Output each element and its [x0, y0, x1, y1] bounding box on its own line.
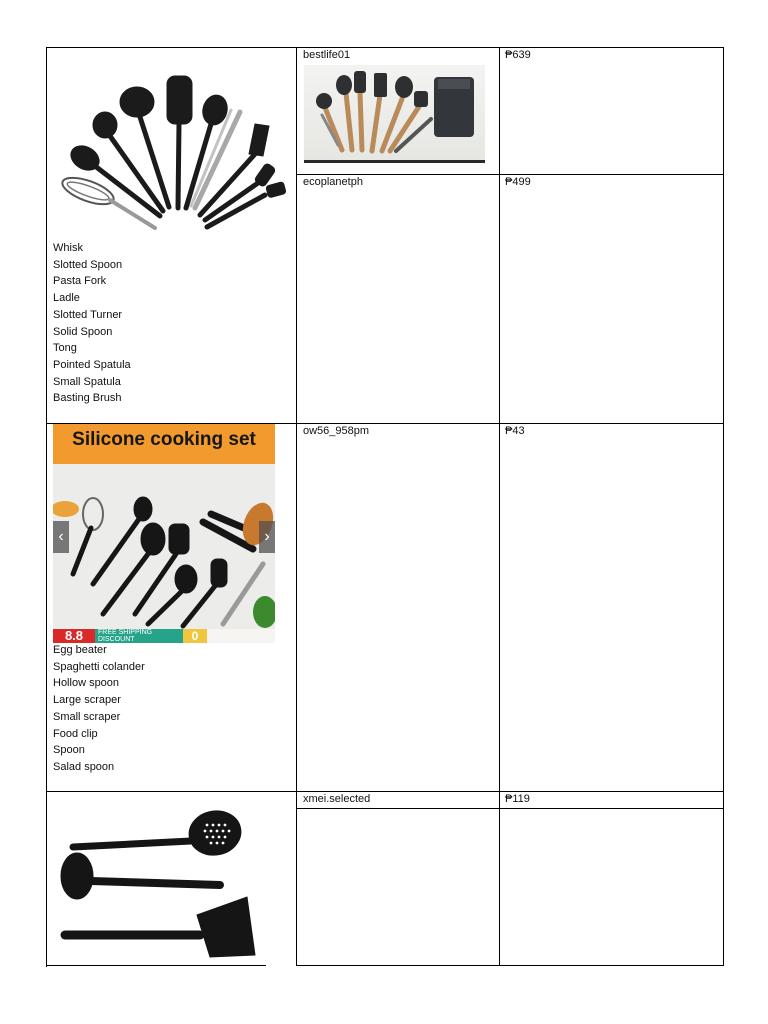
- sale-badge: 8.8: [53, 629, 95, 643]
- price: ₱639: [505, 49, 531, 61]
- shipping-badge: [95, 629, 183, 643]
- bestlife-product-photo: [304, 65, 485, 163]
- utensil-illustration: [53, 464, 275, 629]
- price: ₱499: [505, 176, 531, 188]
- list-item: Egg beater: [53, 644, 107, 656]
- price: ₱43: [505, 425, 525, 437]
- banner-title: Silicone cooking set: [72, 429, 256, 450]
- list-item: Spoon: [53, 744, 85, 757]
- list-item: Food clip: [53, 727, 98, 740]
- seller-name: ecoplanetph: [303, 176, 363, 188]
- list-item: Slotted Turner: [53, 308, 123, 321]
- list-item: Pasta Fork: [53, 275, 107, 288]
- seller-name: ow56_958pm: [303, 425, 370, 437]
- column-divider-2: [499, 47, 500, 966]
- list-item: Spaghetti colander: [53, 660, 145, 673]
- list-item: Slotted Spoon: [53, 258, 123, 271]
- row-divider-2: [46, 791, 724, 792]
- shipping-line: DISCOUNT: [98, 636, 135, 643]
- table-border-top: [46, 47, 724, 48]
- list-item: Large scraper: [53, 694, 121, 707]
- subrow-divider-2: [296, 808, 724, 809]
- list-item: Ladle: [53, 292, 80, 305]
- list-item: Salad spoon: [53, 760, 115, 773]
- seller-name: xmei.selected: [303, 793, 371, 805]
- table-border-right: [723, 47, 724, 966]
- row1-item-list: [53, 240, 131, 407]
- table-border-left: [46, 47, 47, 967]
- list-item: Small Spatula: [53, 375, 121, 388]
- list-item: Whisk: [53, 242, 83, 254]
- list-item: Pointed Spatula: [53, 358, 131, 371]
- list-item: Tong: [53, 342, 77, 355]
- table-border-bottom-left: [46, 965, 266, 966]
- three-utensils-image: [55, 805, 270, 960]
- list-item: Hollow spoon: [53, 677, 120, 690]
- list-item: Solid Spoon: [53, 325, 113, 338]
- price: ₱119: [505, 793, 530, 805]
- shipping-line: FREE SHIPPING: [98, 629, 153, 636]
- corner-badge: 0: [183, 629, 207, 643]
- subrow-divider-1: [296, 174, 724, 175]
- table-border-bottom: [296, 965, 724, 966]
- seller-name: bestlife01: [303, 49, 351, 61]
- column-divider-1: [296, 47, 297, 966]
- chevron-left-icon[interactable]: ‹: [53, 521, 69, 553]
- silicone-set-banner: [53, 424, 275, 643]
- utensil-set-image: [55, 70, 290, 235]
- list-item: Basting Brush: [53, 392, 122, 405]
- row2-item-list: [53, 642, 145, 776]
- chevron-right-icon[interactable]: ›: [259, 521, 275, 553]
- list-item: Small scraper: [53, 710, 121, 723]
